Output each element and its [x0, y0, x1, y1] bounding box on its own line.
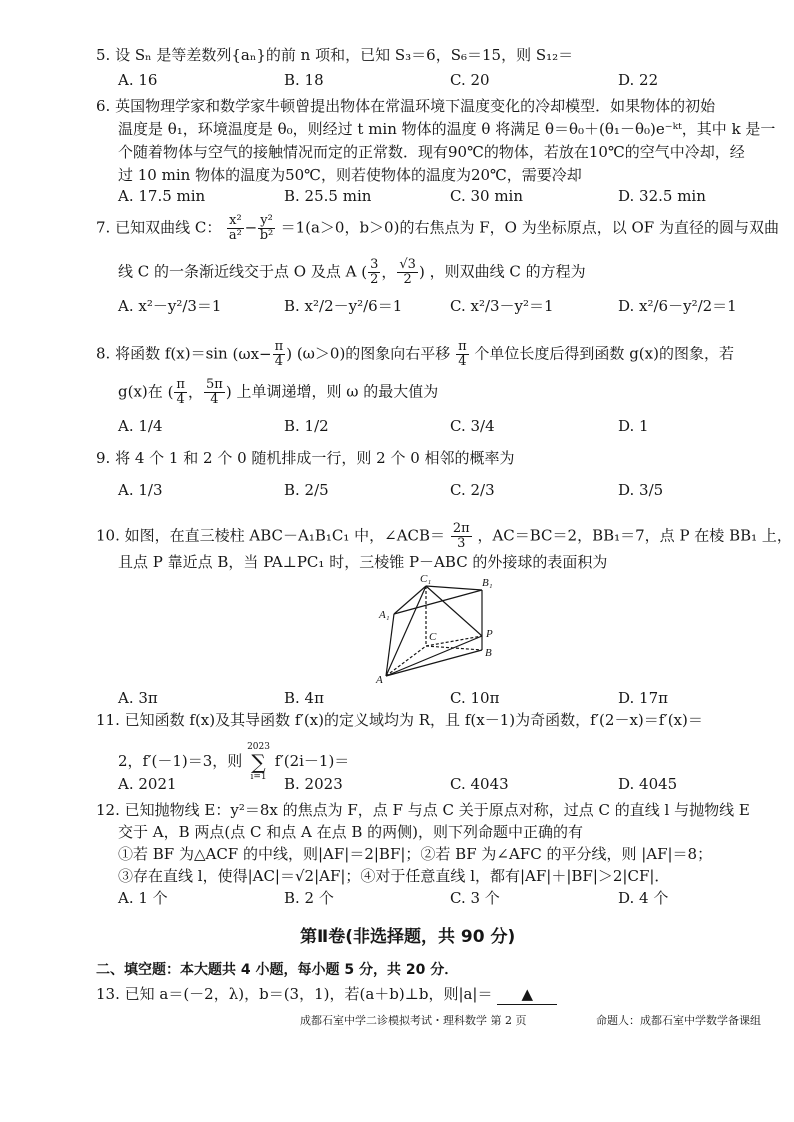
q5-option-b: B. 18: [284, 71, 324, 89]
q7-option-d: D. x²/6－y²/2＝1: [618, 297, 737, 315]
q5-option-a: A. 16: [118, 71, 158, 89]
q12-line-4: ③存在直线 l，使得|AC|＝√2|AF|；④对于任意直线 l，都有|AF|＋|BF|＞2|CF|．: [118, 867, 670, 885]
q10-line-2: 且点 P 靠近点 B，当 PA⊥PC₁ 时，三棱锥 P－ABC 的外接球的表面积为: [118, 553, 608, 571]
q5-option-c: C. 20: [450, 71, 490, 89]
q8-argument: (ωx− $\frac{\pi}{4}$ ): [232, 339, 293, 369]
section-2-title: 第Ⅱ卷(非选择题，共 90 分): [300, 927, 516, 947]
label-b: B: [485, 647, 492, 659]
q12-option-a: A. 1 个: [118, 889, 168, 907]
q8-option-b: B. 1/2: [284, 417, 329, 435]
q9-option-a: A. 1/3: [118, 481, 163, 499]
q12-option-d: D. 4 个: [618, 889, 669, 907]
label-c: C: [429, 631, 437, 643]
q9-stem: 9. 将 4 个 1 和 2 个 0 随机排成一行，则 2 个 0 相邻的概率为: [96, 449, 515, 467]
q7-frac-x: $\frac{\text{x²}}{\text{a²}}$: [228, 213, 242, 243]
q6-option-c: C. 30 min: [450, 187, 524, 205]
q10-prism-figure: [374, 570, 504, 686]
footer-center: 成都石室中学二诊模拟考试・理科数学 第 2 页: [300, 1014, 527, 1027]
q11-line-2-start: 2，f′(－1)＝3，则: [118, 752, 243, 770]
q11-sum: 2023 ∑ i=1: [247, 742, 270, 782]
q7-option-b: B. x²/2－y²/6＝1: [284, 297, 403, 315]
label-c1: C₁: [420, 573, 432, 585]
q13-line: [96, 984, 557, 1005]
q10-angle: $\frac{2\pi}{3}$: [452, 521, 470, 551]
q5-stem: 5. 设 Sₙ 是等差数列{aₙ}的前 n 项和，已知 S₃＝6，S₆＝15，则 S₁₂＝: [96, 46, 574, 64]
q8-interval: ( $\frac{\pi}{4}$ ， $\frac{5\pi}{4}$ ): [167, 377, 232, 407]
q10-option-d: D. 17π: [618, 689, 668, 707]
q8-option-d: D. 1: [618, 417, 649, 435]
footer-right: 命题人：成都石室中学数学备课组: [596, 1014, 761, 1027]
q8-option-c: C. 3/4: [450, 417, 495, 435]
label-p: P: [486, 628, 493, 640]
fill-in-heading: 二、填空题：本大题共 4 小题，每小题 5 分，共 20 分．: [96, 962, 459, 978]
q10-line-1-end: ，AC＝BC＝2，BB₁＝7，点 P 在棱 BB₁ 上，: [477, 526, 792, 545]
q8-shift: $\frac{\pi}{4}$: [458, 339, 467, 369]
q7-option-c: C. x²/3－y²＝1: [450, 297, 554, 315]
q10-option-a: A. 3π: [118, 689, 158, 707]
q6-line-4: 过 10 min 物体的温度为50℃，则若使物体的温度为20℃，需要冷却: [118, 166, 582, 184]
q7-line-2-end: ，则双曲线 C 的方程为: [429, 262, 586, 281]
label-a: A: [376, 674, 383, 686]
q6-option-b: B. 25.5 min: [284, 187, 372, 205]
q11-option-a: A. 2021: [118, 775, 177, 793]
q11-sum-top: 2023: [247, 742, 270, 752]
q7-line-2-start: 线 C 的一条渐近线交于点 O 及点 A: [118, 262, 357, 281]
q11-option-d: D. 4045: [618, 775, 678, 793]
q7-line-2: [118, 258, 586, 287]
q5-option-d: D. 22: [618, 71, 659, 89]
q11-sum-bottom: i=1: [250, 772, 267, 782]
q11-option-b: B. 2023: [284, 775, 343, 793]
q9-option-d: D. 3/5: [618, 481, 664, 499]
q8-line-1-start: 8. 将函数 f(x)＝sin: [96, 344, 228, 363]
q8-line-2-end: 上单调递增，则 ω 的最大值为: [236, 382, 439, 401]
q10-line-1: [96, 522, 792, 551]
q12-line-2: 交于 A，B 两点(点 C 和点 A 在点 B 的两侧)，则下列命题中正确的有: [118, 823, 584, 841]
q13-stem: 13. 已知 a＝(－2，λ)，b＝(3，1)，若(a＋b)⊥b，则|a|＝: [96, 985, 493, 1003]
q10-option-b: B. 4π: [284, 689, 324, 707]
q7-line-1-end: ＝1(a＞0，b＞0)的右焦点为 F，O 为坐标原点，以 OF 为直径的圆与双曲: [280, 218, 779, 237]
q9-option-b: B. 2/5: [284, 481, 329, 499]
q8-option-a: A. 1/4: [118, 417, 163, 435]
q13-answer-blank[interactable]: [497, 984, 557, 1005]
q10-option-c: C. 10π: [450, 689, 500, 707]
triangle-icon: ▲: [521, 985, 534, 1003]
q7-option-a: A. x²－y²/3＝1: [118, 297, 222, 315]
q12-option-c: C. 3 个: [450, 889, 500, 907]
q7-point-a: ( $\frac{3}{2}$ ， $\frac{√3}{2}$ ): [361, 257, 425, 287]
q8-line-2: [118, 378, 438, 407]
q8-line-1-end: 个单位长度后得到函数 g(x)的图象，若: [474, 344, 734, 363]
q11-line-2-end: f′(2i－1)＝: [274, 752, 350, 770]
q6-option-d: D. 32.5 min: [618, 187, 706, 205]
q6-option-a: A. 17.5 min: [118, 187, 206, 205]
q6-line-2: 温度是 θ₁，环境温度是 θ₀，则经过 t min 物体的温度 θ 将满足 θ＝θ₀＋(θ₁－θ₀)e⁻ᵏᵗ，其中 k 是一: [118, 120, 776, 138]
q12-option-b: B. 2 个: [284, 889, 334, 907]
q7-frac-y: $\frac{\text{y²}}{\text{b²}}$: [259, 213, 274, 243]
q6-line-1: 6. 英国物理学家和数学家牛顿曾提出物体在常温环境下温度变化的冷却模型．如果物体的初始: [96, 97, 716, 115]
q11-option-c: C. 4043: [450, 775, 509, 793]
q9-option-c: C. 2/3: [450, 481, 495, 499]
q8-line-2-start: g(x)在: [118, 382, 163, 401]
q11-line-1: 11. 已知函数 f(x)及其导函数 f′(x)的定义域均为 R，且 f(x－1)为奇函数，f′(2－x)＝f′(x)＝: [96, 711, 703, 729]
q12-line-3: ①若 BF 为△ACF 的中线，则|AF|＝2|BF|；②若 BF 为∠AFC 的平分线，则 |AF|＝8；: [118, 845, 713, 863]
label-b1: B₁: [482, 577, 493, 589]
label-a1: A₁: [379, 609, 390, 621]
q8-line-1: [96, 340, 734, 369]
q7-line-1: 7. 已知双曲线 C： $\frac{\text{x²}}{\text{a²}}$ − $\frac{\text{y²}}{\text{b²}}$ ＝1(a＞0，b＞0)的右焦点为 F，O 为坐标原点，以 OF 为直径的圆与双曲: [96, 213, 779, 243]
q12-line-1: 12. 已知抛物线 E：y²＝8x 的焦点为 F，点 F 与点 C 关于原点对称，过点 C 的直线 l 与抛物线 E: [96, 801, 750, 819]
q6-line-3: 个随着物体与空气的接触情况而定的正常数．现有90℃的物体，若放在10℃的空气中冷却，经: [118, 143, 745, 161]
q8-line-1-mid: (ω＞0)的图象向右平移: [296, 344, 451, 363]
q7-line-1-start: 7. 已知双曲线 C：: [96, 218, 222, 237]
q10-line-1-start: 10. 如图，在直三棱柱 ABC－A₁B₁C₁ 中，∠ACB＝: [96, 526, 446, 545]
